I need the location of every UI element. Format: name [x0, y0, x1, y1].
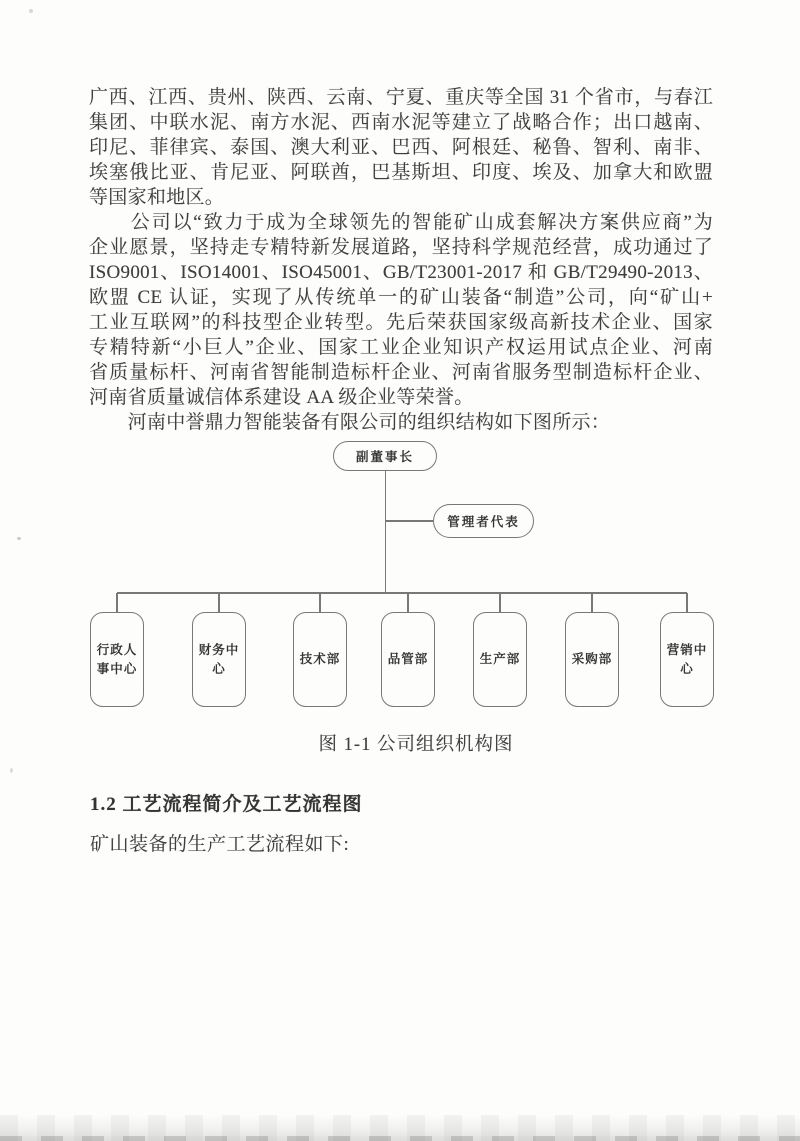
connector-stub-line — [319, 593, 321, 612]
connector-stub-line — [116, 593, 118, 612]
org-node-department — [192, 593, 246, 707]
text-line: 埃塞俄比亚、肯尼亚、阿联酋，巴基斯坦、印度、埃及、加拿大和欧盟 — [89, 162, 713, 183]
text-line: 等国家和地区。 — [89, 187, 225, 208]
org-node-department — [381, 593, 435, 707]
org-node-label: 副董事长 — [355, 450, 414, 464]
text-line: 集团、中联水泥、南方水泥、西南水泥等建立了战略合作；出口越南、 — [89, 112, 713, 133]
text-line: 省质量标杆、河南省智能制造标杆企业、河南省服务型制造标杆企业、 — [89, 362, 713, 383]
text-line: 欧盟 CE 认证，实现了从传统单一的矿山装备“制造”公司，向“矿山+ — [89, 287, 713, 308]
section-heading: 1.2 工艺流程简介及工艺流程图 — [90, 794, 363, 815]
body-text-block — [89, 85, 713, 435]
org-node-department — [660, 593, 714, 707]
text-line: 印尼、菲律宾、泰国、澳大利亚、巴西、阿根廷、秘鲁、智利、南非、 — [89, 137, 713, 158]
org-department-box — [192, 612, 246, 707]
scan-speck — [17, 537, 21, 540]
text-line: 工业互联网”的科技型企业转型。先后荣获国家级高新技术企业、国家 — [89, 312, 713, 333]
connector-stub-line — [218, 593, 220, 612]
text-line: 河南省质量诚信体系建设 AA 级企业等荣誉。 — [89, 387, 474, 408]
text-line: ISO9001、ISO14001、ISO45001、GB/T23001-2017 和 GB/T29490-2013、 — [89, 262, 713, 283]
scan-speck — [29, 9, 33, 13]
connector-stub-line — [499, 593, 501, 612]
figure-caption: 图 1-1 公司组织机构图 — [318, 735, 514, 755]
org-department-box — [660, 612, 714, 707]
org-department-box — [90, 612, 144, 707]
org-node-label: 采购部 — [571, 652, 613, 666]
org-node-label: 营销中心 — [666, 642, 708, 676]
scan-speck — [10, 768, 13, 773]
org-department-box — [565, 612, 619, 707]
connector-trunk-line — [385, 471, 387, 593]
section-body-text: 矿山装备的生产工艺流程如下: — [90, 834, 350, 855]
org-node-label: 财务中心 — [198, 642, 240, 676]
org-node-vice-chairman — [333, 441, 437, 471]
org-node-department — [90, 593, 144, 707]
connector-stub-line — [686, 593, 688, 612]
connector-stub-line — [591, 593, 593, 612]
text-line: 企业愿景，坚持走专精特新发展道路，坚持科学规范经营，成功通过了 — [89, 237, 713, 258]
org-node-label: 生产部 — [479, 652, 521, 666]
org-node-label: 管理者代表 — [447, 515, 520, 529]
connector-stub-line — [407, 593, 409, 612]
text-line: 公司以“致力于成为全球领先的智能矿山成套解决方案供应商”为 — [89, 212, 713, 233]
org-node-department — [473, 593, 527, 707]
connector-horizontal-line — [117, 592, 687, 594]
org-node-management-representative — [433, 504, 534, 538]
org-department-box — [473, 612, 527, 707]
org-node-label: 行政人事中心 — [96, 642, 138, 676]
org-node-label: 技术部 — [299, 652, 341, 666]
text-line: 河南中誉鼎力智能装备有限公司的组织结构如下图所示： — [89, 412, 611, 433]
text-line: 专精特新“小巨人”企业、国家工业企业知识产权运用试点企业、河南 — [89, 337, 713, 358]
org-node-label: 品管部 — [387, 652, 429, 666]
scan-artifact-bottom-edge — [0, 1136, 800, 1141]
org-department-box — [381, 612, 435, 707]
connector-branch-line — [386, 520, 433, 522]
org-node-department — [293, 593, 347, 707]
org-node-department — [565, 593, 619, 707]
org-department-box — [293, 612, 347, 707]
text-line: 广西、江西、贵州、陕西、云南、宁夏、重庆等全国 31 个省市，与春江 — [89, 87, 713, 108]
